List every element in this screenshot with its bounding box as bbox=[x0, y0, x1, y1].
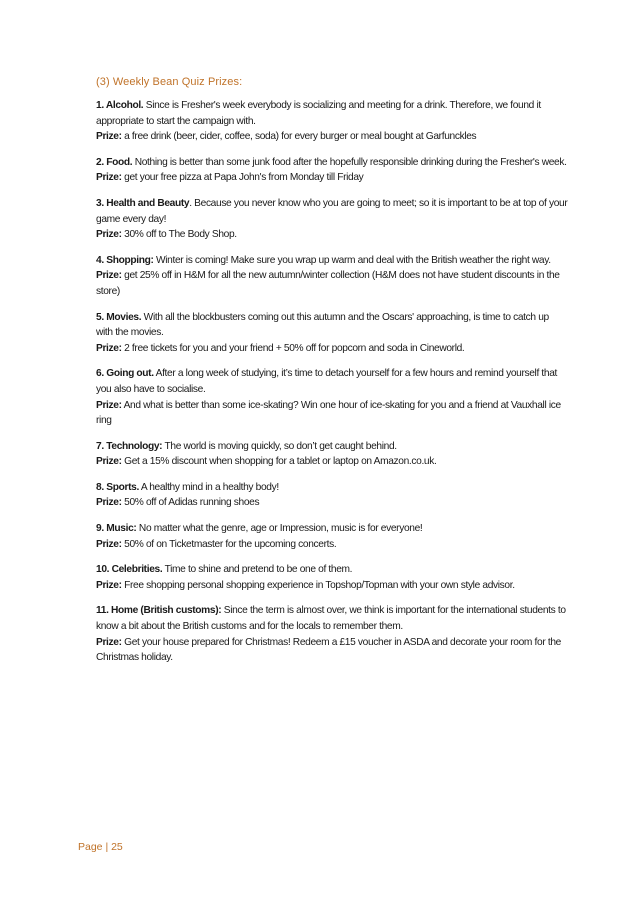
prize-text: get your free pizza at Papa John's from Monday till Friday bbox=[121, 172, 364, 184]
item-title: 7. Technology: bbox=[96, 440, 163, 452]
item-title: 4. Shopping: bbox=[96, 254, 154, 266]
item-description: After a long week of studying, it’s time to detach yourself for a few hours and remind yourself that you also have to socialise. bbox=[96, 368, 558, 395]
prize-label: Prize: bbox=[96, 456, 122, 468]
item-description: Since is Fresher's week everybody is socializing and meeting for a drink. Therefore, we found it appropriate to start the campaign with. bbox=[96, 100, 541, 127]
item-description: Nothing is better than some junk food after the hopefully responsible drinking during the Fresher's week. bbox=[132, 156, 567, 168]
item-title: 8. Sports. bbox=[96, 481, 139, 493]
section-heading: (3) Weekly Bean Quiz Prizes: bbox=[96, 76, 243, 88]
prize-item-home bbox=[96, 603, 568, 665]
prize-text: a free drink (beer, cider, coffee, soda) for every burger or meal bought at Garfunckles bbox=[121, 131, 477, 143]
prize-item-shopping bbox=[96, 253, 568, 300]
prize-text: Get a 15% discount when shopping for a tablet or laptop on Amazon.co.uk. bbox=[121, 456, 437, 468]
item-title: 2. Food. bbox=[96, 156, 133, 168]
item-title: 9. Music: bbox=[96, 523, 137, 535]
prize-text: 50% off of Adidas running shoes bbox=[121, 497, 260, 509]
prize-item-going-out bbox=[96, 366, 568, 428]
item-title: 1. Alcohol. bbox=[96, 100, 144, 111]
prize-label: Prize: bbox=[96, 497, 122, 509]
prize-text: And what is better than some ice-skating? Win one hour of ice-skating for you and a friend at Vauxhall ice ring bbox=[96, 399, 561, 427]
prize-label: Prize: bbox=[96, 229, 122, 241]
prize-label: Prize: bbox=[96, 342, 122, 354]
item-title: 11. Home (British customs): bbox=[96, 605, 222, 617]
item-title: 6. Going out. bbox=[96, 368, 154, 380]
item-description: No matter what the genre, age or Impression, music is for everyone! bbox=[136, 523, 423, 535]
prize-text: Get your house prepared for Christmas! Redeem a £15 voucher in ASDA and decorate your room for the Christmas holiday. bbox=[96, 636, 561, 664]
prize-label: Prize: bbox=[96, 538, 122, 550]
prize-list bbox=[96, 98, 568, 676]
prize-text: 30% off to The Body Shop. bbox=[121, 229, 237, 241]
prize-text: 50% of on Ticketmaster for the upcoming concerts. bbox=[121, 538, 337, 550]
item-description: Winter is coming! Make sure you wrap up warm and deal with the British weather the right way. bbox=[153, 254, 551, 266]
prize-label: Prize: bbox=[96, 579, 122, 591]
prize-item-alcohol bbox=[96, 98, 568, 145]
prize-item-celebrities bbox=[96, 562, 568, 593]
prize-text: Free shopping personal shopping experience in Topshop/Topman with your own style advisor. bbox=[121, 579, 515, 591]
prize-text: 2 free tickets for you and your friend + 50% off for popcorn and soda in Cineworld. bbox=[121, 342, 465, 354]
prize-item-movies bbox=[96, 310, 568, 357]
item-description: . Because you never know who you are going to meet; so it is important to be at top of your game every day! bbox=[96, 197, 568, 225]
prize-item-health-beauty bbox=[96, 196, 568, 243]
prize-label: Prize: bbox=[96, 636, 122, 648]
prize-item-music bbox=[96, 521, 568, 552]
prize-label: Prize: bbox=[96, 399, 122, 411]
prize-text: get 25% off in H&M for all the new autumn/winter collection (H&M does not have student discounts in the store) bbox=[96, 270, 560, 297]
item-description: With all the blockbusters coming out this autumn and the Oscars' approaching, is time to catch up with the movies. bbox=[96, 311, 549, 339]
prize-item-sports bbox=[96, 480, 568, 511]
item-description: The world is moving quickly, so don’t get caught behind. bbox=[162, 440, 397, 452]
item-description: Time to shine and pretend to be one of them. bbox=[162, 564, 353, 576]
prize-item-technology bbox=[96, 439, 568, 470]
item-title: 10. Celebrities. bbox=[96, 564, 163, 576]
item-description: Since the term is almost over, we think is important for the international students to know a bit about the British customs and for the locals to remember them. bbox=[96, 605, 566, 633]
prize-label: Prize: bbox=[96, 270, 122, 282]
page-number: Page | 25 bbox=[78, 841, 123, 853]
item-title: 5. Movies. bbox=[96, 311, 142, 323]
item-description: A healthy mind in a healthy body! bbox=[138, 481, 279, 493]
prize-label: Prize: bbox=[96, 172, 122, 184]
prize-item-food bbox=[96, 155, 568, 186]
prize-label: Prize: bbox=[96, 131, 122, 143]
item-title: 3. Health and Beauty bbox=[96, 197, 190, 209]
